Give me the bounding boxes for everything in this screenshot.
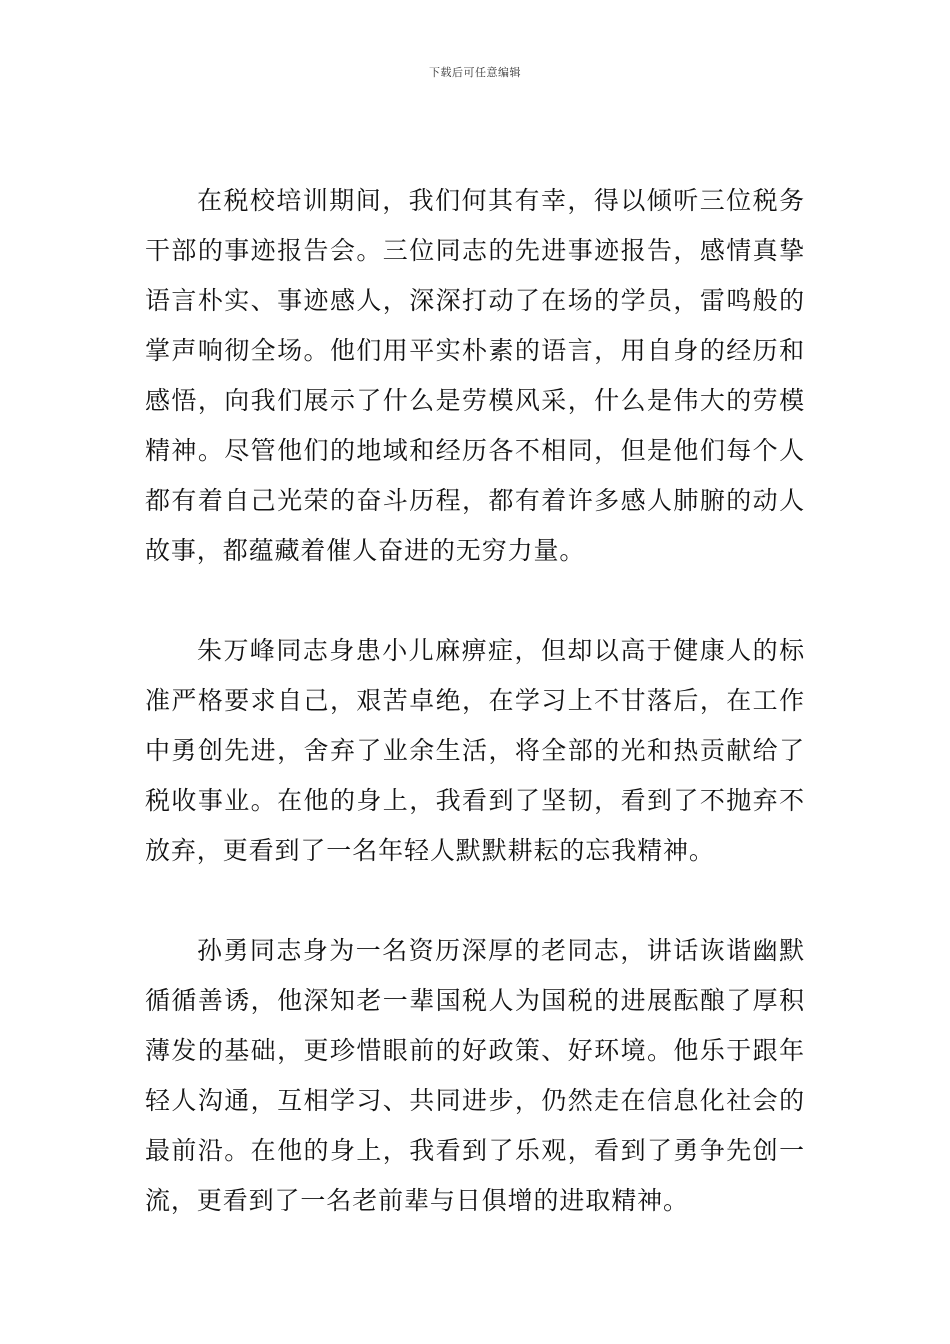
page-header: 下载后可任意编辑	[429, 66, 521, 79]
paragraph-2: 朱万峰同志身患小儿麻痹症，但却以高于健康人的标准严格要求自己，艰苦卓绝，在学习上不甘落后，在工作中勇创先进，舍弃了业余生活，将全部的光和热贡献给了税收事业。在他的身上，我看到了坚韧，看到了不抛弃不放弃，更看到了一名年轻人默默耕耘的忘我精神。	[145, 636, 805, 865]
paragraph-3: 孙勇同志身为一名资历深厚的老同志，讲话诙谐幽默循循善诱，他深知老一辈国税人为国税的进展酝酿了厚积薄发的基础，更珍惜眼前的好政策、好环境。他乐于跟年轻人沟通，互相学习、共同进步，仍然走在信息化社会的最前沿。在他的身上，我看到了乐观，看到了勇争先创一流，更看到了一名老前辈与日俱增的进取精神。	[145, 936, 805, 1215]
paragraph-1: 在税校培训期间，我们何其有幸，得以倾听三位税务干部的事迹报告会。三位同志的先进事迹报告，感情真挚语言朴实、事迹感人，深深打动了在场的学员，雷鸣般的掌声响彻全场。他们用平实朴素的语言，用自身的经历和感悟，向我们展示了什么是劳模风采，什么是伟大的劳模精神。尽管他们的地域和经历各不相同，但是他们每个人都有着自己光荣的奋斗历程，都有着许多感人肺腑的动人故事，都蕴藏着催人奋进的无穷力量。	[145, 186, 805, 565]
document-body	[145, 176, 805, 1226]
